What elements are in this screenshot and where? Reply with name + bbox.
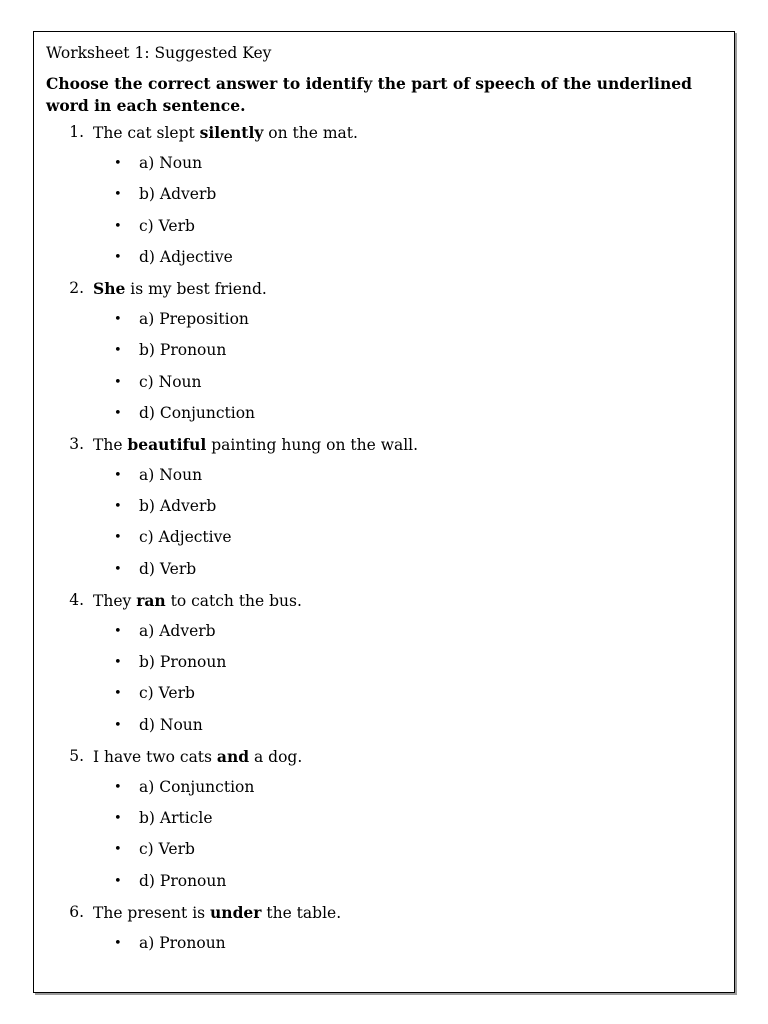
option-label: d) Adjective xyxy=(139,247,233,266)
option-label: a) Preposition xyxy=(139,310,249,329)
question-number: 3. xyxy=(69,434,84,453)
bullet-icon: • xyxy=(114,530,122,546)
answer-option xyxy=(46,398,716,429)
option-label: c) Verb xyxy=(139,684,195,703)
answer-option xyxy=(46,211,716,242)
bullet-icon: • xyxy=(114,218,122,234)
option-label: d) Conjunction xyxy=(139,403,256,422)
option-label: b) Article xyxy=(139,809,213,828)
question-text-before: They xyxy=(93,591,137,610)
question-item xyxy=(46,117,716,273)
bullet-icon: • xyxy=(114,624,122,639)
answer-option xyxy=(46,803,716,834)
answer-option xyxy=(46,678,716,709)
bullet-icon: • xyxy=(114,842,122,858)
answer-option xyxy=(46,460,716,491)
question-text xyxy=(46,897,716,928)
worksheet-title: Worksheet 1: Suggested Key xyxy=(46,44,272,62)
bullet-icon: • xyxy=(114,655,122,671)
answer-option xyxy=(46,367,716,398)
question-keyword: ran xyxy=(136,590,166,610)
question-text-after: a dog. xyxy=(249,747,303,766)
option-label: a) Conjunction xyxy=(139,777,255,796)
option-label: c) Noun xyxy=(139,372,202,391)
question-text-before: The cat slept xyxy=(93,124,200,142)
question-text-after: is my best friend. xyxy=(125,279,267,298)
answer-option xyxy=(46,491,716,522)
question-item xyxy=(46,273,716,429)
question-number: 4. xyxy=(69,590,84,609)
option-label: c) Adjective xyxy=(139,528,232,547)
question-item xyxy=(46,741,716,897)
question-text-after: painting hung on the wall. xyxy=(206,435,419,454)
bullet-icon: • xyxy=(114,156,122,172)
option-label: b) Adverb xyxy=(139,185,217,204)
question-keyword: under xyxy=(210,902,262,922)
option-label: d) Pronoun xyxy=(139,871,227,890)
option-label: d) Verb xyxy=(139,559,197,578)
question-keyword: beautiful xyxy=(127,434,207,454)
question-text-before: The present is xyxy=(93,903,211,922)
question-number: 1. xyxy=(69,123,84,141)
question-text xyxy=(46,117,716,148)
option-list xyxy=(46,616,716,741)
question-item xyxy=(46,585,716,741)
answer-option xyxy=(46,522,716,553)
question-text-after: the table. xyxy=(261,903,342,922)
answer-option xyxy=(46,179,716,210)
option-list xyxy=(46,772,716,897)
option-label: b) Pronoun xyxy=(139,653,227,672)
question-text xyxy=(46,429,716,460)
option-label: a) Noun xyxy=(139,154,203,173)
answer-option xyxy=(46,710,716,741)
question-list xyxy=(46,117,716,959)
bullet-icon: • xyxy=(114,873,122,889)
bullet-icon: • xyxy=(114,561,122,577)
question-keyword: silently xyxy=(199,123,264,142)
option-label: c) Verb xyxy=(139,840,195,859)
instructions: Choose the correct answer to identify the part of speech of the underlined word in each sentence. xyxy=(46,74,692,115)
answer-option xyxy=(46,772,716,803)
option-list xyxy=(46,148,716,273)
question-text xyxy=(46,273,716,304)
option-label: b) Adverb xyxy=(139,497,217,516)
option-label: d) Noun xyxy=(139,715,203,734)
bullet-icon: • xyxy=(114,811,122,827)
option-label: c) Verb xyxy=(139,216,195,235)
bullet-icon: • xyxy=(114,312,122,328)
answer-option xyxy=(46,834,716,865)
bullet-icon: • xyxy=(114,779,122,795)
answer-option xyxy=(46,928,716,959)
bullet-icon: • xyxy=(114,343,122,359)
answer-option xyxy=(46,647,716,678)
question-number: 5. xyxy=(69,746,84,765)
option-list xyxy=(46,460,716,585)
option-list xyxy=(46,304,716,429)
answer-option xyxy=(46,148,716,179)
bullet-icon: • xyxy=(114,499,122,515)
bullet-icon: • xyxy=(114,468,122,484)
bullet-icon: • xyxy=(114,405,122,421)
option-list xyxy=(46,928,716,959)
question-text-after: to catch the bus. xyxy=(165,591,302,610)
answer-option xyxy=(46,304,716,335)
option-label: a) Adverb xyxy=(139,622,216,640)
question-text-before: I have two cats xyxy=(93,747,217,766)
option-label: b) Pronoun xyxy=(139,341,227,360)
bullet-icon: • xyxy=(114,935,122,951)
answer-option xyxy=(46,335,716,366)
bullet-icon: • xyxy=(114,187,122,203)
option-label: a) Pronoun xyxy=(139,933,226,952)
worksheet-content xyxy=(46,40,716,959)
question-number: 2. xyxy=(69,278,84,297)
question-text-before: The xyxy=(93,435,128,454)
question-keyword: and xyxy=(216,746,250,766)
question-text xyxy=(46,585,716,616)
question-item xyxy=(46,429,716,585)
question-text-after: on the mat. xyxy=(263,124,358,142)
answer-option xyxy=(46,616,716,647)
question-item xyxy=(46,897,716,959)
answer-option xyxy=(46,554,716,585)
bullet-icon: • xyxy=(114,717,122,733)
bullet-icon: • xyxy=(114,686,122,702)
bullet-icon: • xyxy=(114,249,122,265)
option-label: a) Noun xyxy=(139,466,203,485)
question-text xyxy=(46,741,716,772)
question-number: 6. xyxy=(69,902,84,921)
answer-option xyxy=(46,866,716,897)
question-keyword: She xyxy=(93,278,126,298)
bullet-icon: • xyxy=(114,374,122,390)
answer-option xyxy=(46,242,716,273)
